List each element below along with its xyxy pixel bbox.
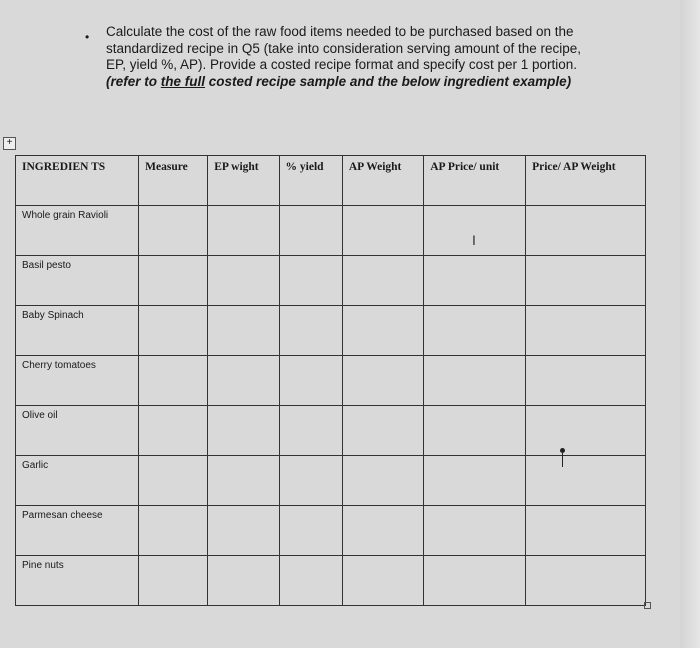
table-move-handle-icon[interactable]: + (3, 137, 16, 150)
table-cell[interactable] (208, 556, 279, 606)
table-cell[interactable] (208, 356, 279, 406)
table-cell[interactable] (526, 406, 646, 456)
ingredient-cell[interactable]: Basil pesto (16, 256, 139, 306)
table-row (16, 206, 646, 256)
table-cell[interactable] (424, 306, 526, 356)
table-row (16, 556, 646, 606)
table-cell[interactable] (139, 556, 208, 606)
table-cell[interactable] (279, 556, 342, 606)
question-body: Calculate the cost of the raw food items needed to be purchased based on the standardized recipe in Q5 (take into consideration serving amount of the recipe, EP, yield %, AP). Provide a costed recipe format and specify cost per 1 portion. (106, 24, 582, 72)
ingredient-cell[interactable]: Pine nuts (16, 556, 139, 606)
page-edge (680, 0, 700, 648)
table-cell[interactable] (208, 206, 279, 256)
table-cell[interactable] (279, 206, 342, 256)
table-cell[interactable] (139, 356, 208, 406)
table-cell[interactable] (342, 506, 423, 556)
table-cell[interactable] (424, 506, 526, 556)
bullet: • (85, 30, 90, 44)
ref-end: costed recipe sample and the below ingredient example) (208, 73, 572, 89)
table-cell[interactable] (139, 206, 208, 256)
table-cell[interactable] (424, 256, 526, 306)
table-cell[interactable] (424, 356, 526, 406)
table-cell[interactable] (208, 506, 279, 556)
table-cell[interactable] (526, 206, 646, 256)
table-row (16, 256, 646, 306)
table-cell[interactable] (342, 256, 423, 306)
table-cell[interactable] (208, 256, 279, 306)
ingredient-cell[interactable]: Parmesan cheese (16, 506, 139, 556)
table-cell[interactable] (279, 406, 342, 456)
table-cell[interactable] (342, 356, 423, 406)
table-cell[interactable] (526, 456, 646, 506)
ingredient-cell[interactable]: Garlic (16, 456, 139, 506)
table-cell[interactable] (208, 456, 279, 506)
table-cell[interactable] (139, 406, 208, 456)
table-cell[interactable] (526, 306, 646, 356)
table-cell[interactable] (279, 306, 342, 356)
table-cell[interactable] (342, 456, 423, 506)
table-cell[interactable] (526, 256, 646, 306)
ingredient-cell[interactable]: Olive oil (16, 406, 139, 456)
table-cell[interactable] (208, 306, 279, 356)
column-header: % yield (279, 156, 342, 206)
table-cell[interactable] (139, 306, 208, 356)
table-resize-corner[interactable] (644, 602, 651, 609)
table-cell[interactable] (526, 356, 646, 406)
ingredient-cell[interactable]: Baby Spinach (16, 306, 139, 356)
table-cell[interactable] (342, 306, 423, 356)
table-row (16, 356, 646, 406)
table-cell[interactable] (526, 506, 646, 556)
column-header: EP wight (208, 156, 279, 206)
table-cell[interactable] (424, 556, 526, 606)
column-header: AP Weight (342, 156, 423, 206)
table-cell[interactable] (208, 406, 279, 456)
table-cell[interactable] (424, 456, 526, 506)
ingredient-cell[interactable]: Whole grain Ravioli (16, 206, 139, 256)
column-header: INGREDIEN TS (16, 156, 139, 206)
table-cell[interactable] (279, 506, 342, 556)
ref-link[interactable]: the full (160, 73, 206, 89)
table-cell[interactable] (139, 506, 208, 556)
table-row (16, 406, 646, 456)
table-row (16, 306, 646, 356)
table-cell[interactable] (279, 456, 342, 506)
column-header: Measure (139, 156, 208, 206)
table-cell[interactable] (342, 406, 423, 456)
table-cell[interactable] (279, 256, 342, 306)
table-cell[interactable] (424, 206, 526, 256)
table-cell[interactable] (342, 556, 423, 606)
table-cell[interactable] (526, 556, 646, 606)
resize-handle-line (562, 453, 563, 467)
table-row (16, 456, 646, 506)
ref-start: (refer to (106, 73, 158, 89)
table-cell[interactable] (139, 256, 208, 306)
table-cell[interactable] (139, 456, 208, 506)
table-row (16, 506, 646, 556)
table-cell[interactable] (342, 206, 423, 256)
column-header: AP Price/ unit (424, 156, 526, 206)
text-cursor-icon: I (472, 232, 476, 248)
table-cell[interactable] (279, 356, 342, 406)
table-cell[interactable] (424, 406, 526, 456)
ingredient-cell[interactable]: Cherry tomatoes (16, 356, 139, 406)
costing-table (15, 155, 646, 606)
column-header: Price/ AP Weight (526, 156, 646, 206)
question-text (106, 24, 596, 90)
